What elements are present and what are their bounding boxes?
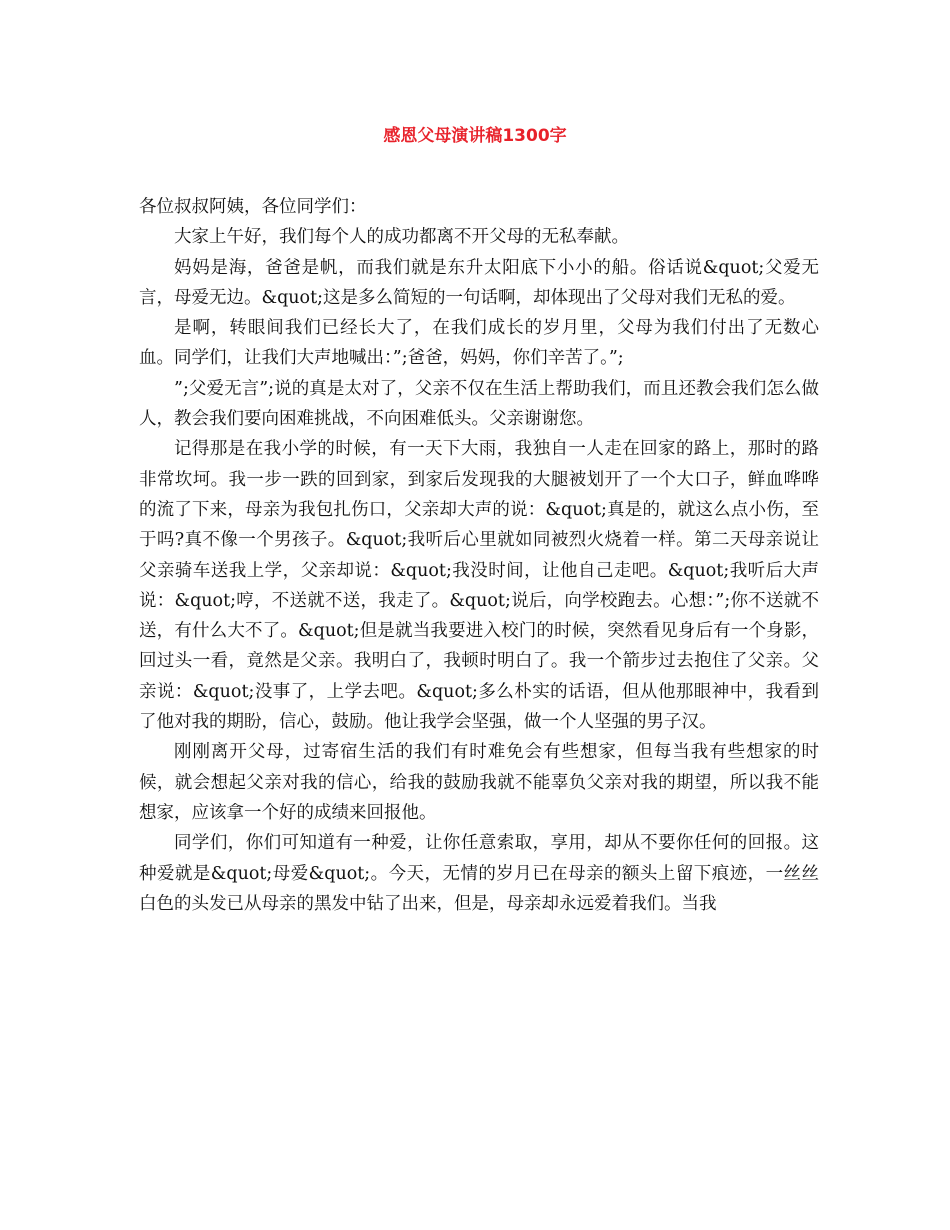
paragraph: 大家上午好，我们每个人的成功都离不开父母的无私奉献。 — [174, 227, 629, 248]
paragraph: 是啊，转眼间我们已经长大了，在我们成长的岁月里，父母为我们付出了无数心血。同学们，让我们大声地喊出：”;爸爸，妈妈，你们辛苦了。”; — [139, 318, 819, 369]
paragraph: 记得那是在我小学的时候，有一天下大雨，我独自一人走在回家的路上，那时的路非常坎坷。我一步一跌的回到家，到家后发现我的大腿被划开了一个大口子，鲜血哗哗的流了下来，母亲为我包扎伤口，父亲却大声的说：&quot;真是的，就这么点小伤，至于吗?真不像一个男孩子。&quot;我听后心里就如同被烈火烧着一样。第二天母亲说让父亲骑车送我上学，父亲却说：&quot;我没时间，让他自己走吧。&quot;我听后大声说：&quot;哼，不送就不送，我走了。&quot;说后，向学校跑去。心想：”;你不送就不送，有什么大不了。&quot;但是就当我要进入校门的时候，突然看见身后有一个身影，回过头一看，竟然是父亲。我明白了，我顿时明白了。我一个箭步过去抱住了父亲。父亲说：&quot;没事了，上学去吧。&quot;多么朴实的话语，但从他那眼神中，我看到了他对我的期盼，信心，鼓励。他让我学会坚强，做一个人坚强的男子汉。 — [139, 439, 819, 733]
paragraph: 妈妈是海，爸爸是帆，而我们就是东升太阳底下小小的船。俗话说&quot;父爱无言，母爱无边。&quot;这是多么简短的一句话啊，却体现出了父母对我们无私的爱。 — [139, 257, 819, 308]
paragraph: 刚刚离开父母，过寄宿生活的我们有时难免会有些想家，但每当我有些想家的时候，就会想起父亲对我的信心，给我的鼓励我就不能辜负父亲对我的期望，所以我不能想家，应该拿一个好的成绩来回报他。 — [139, 742, 819, 823]
paragraph: 同学们，你们可知道有一种爱，让你任意索取，享用，却从不要你任何的回报。这种爱就是&quot;母爱&quot;。今天，无情的岁月已在母亲的额头上留下痕迹，一丝丝白色的头发已从母亲的黑发中钻了出来，但是，母亲却永远爱着我们。当我 — [139, 833, 819, 914]
salutation: 各位叔叔阿姨，各位同学们： — [139, 197, 367, 217]
document-title: 感恩父母演讲稿1300字 — [383, 126, 567, 146]
paragraph: ”;父爱无言”;说的真是太对了，父亲不仅在生活上帮助我们，而且还教会我们怎么做人，教会我们要向困难挑战，不向困难低头。父亲谢谢您。 — [139, 378, 819, 430]
document-body — [139, 192, 819, 919]
